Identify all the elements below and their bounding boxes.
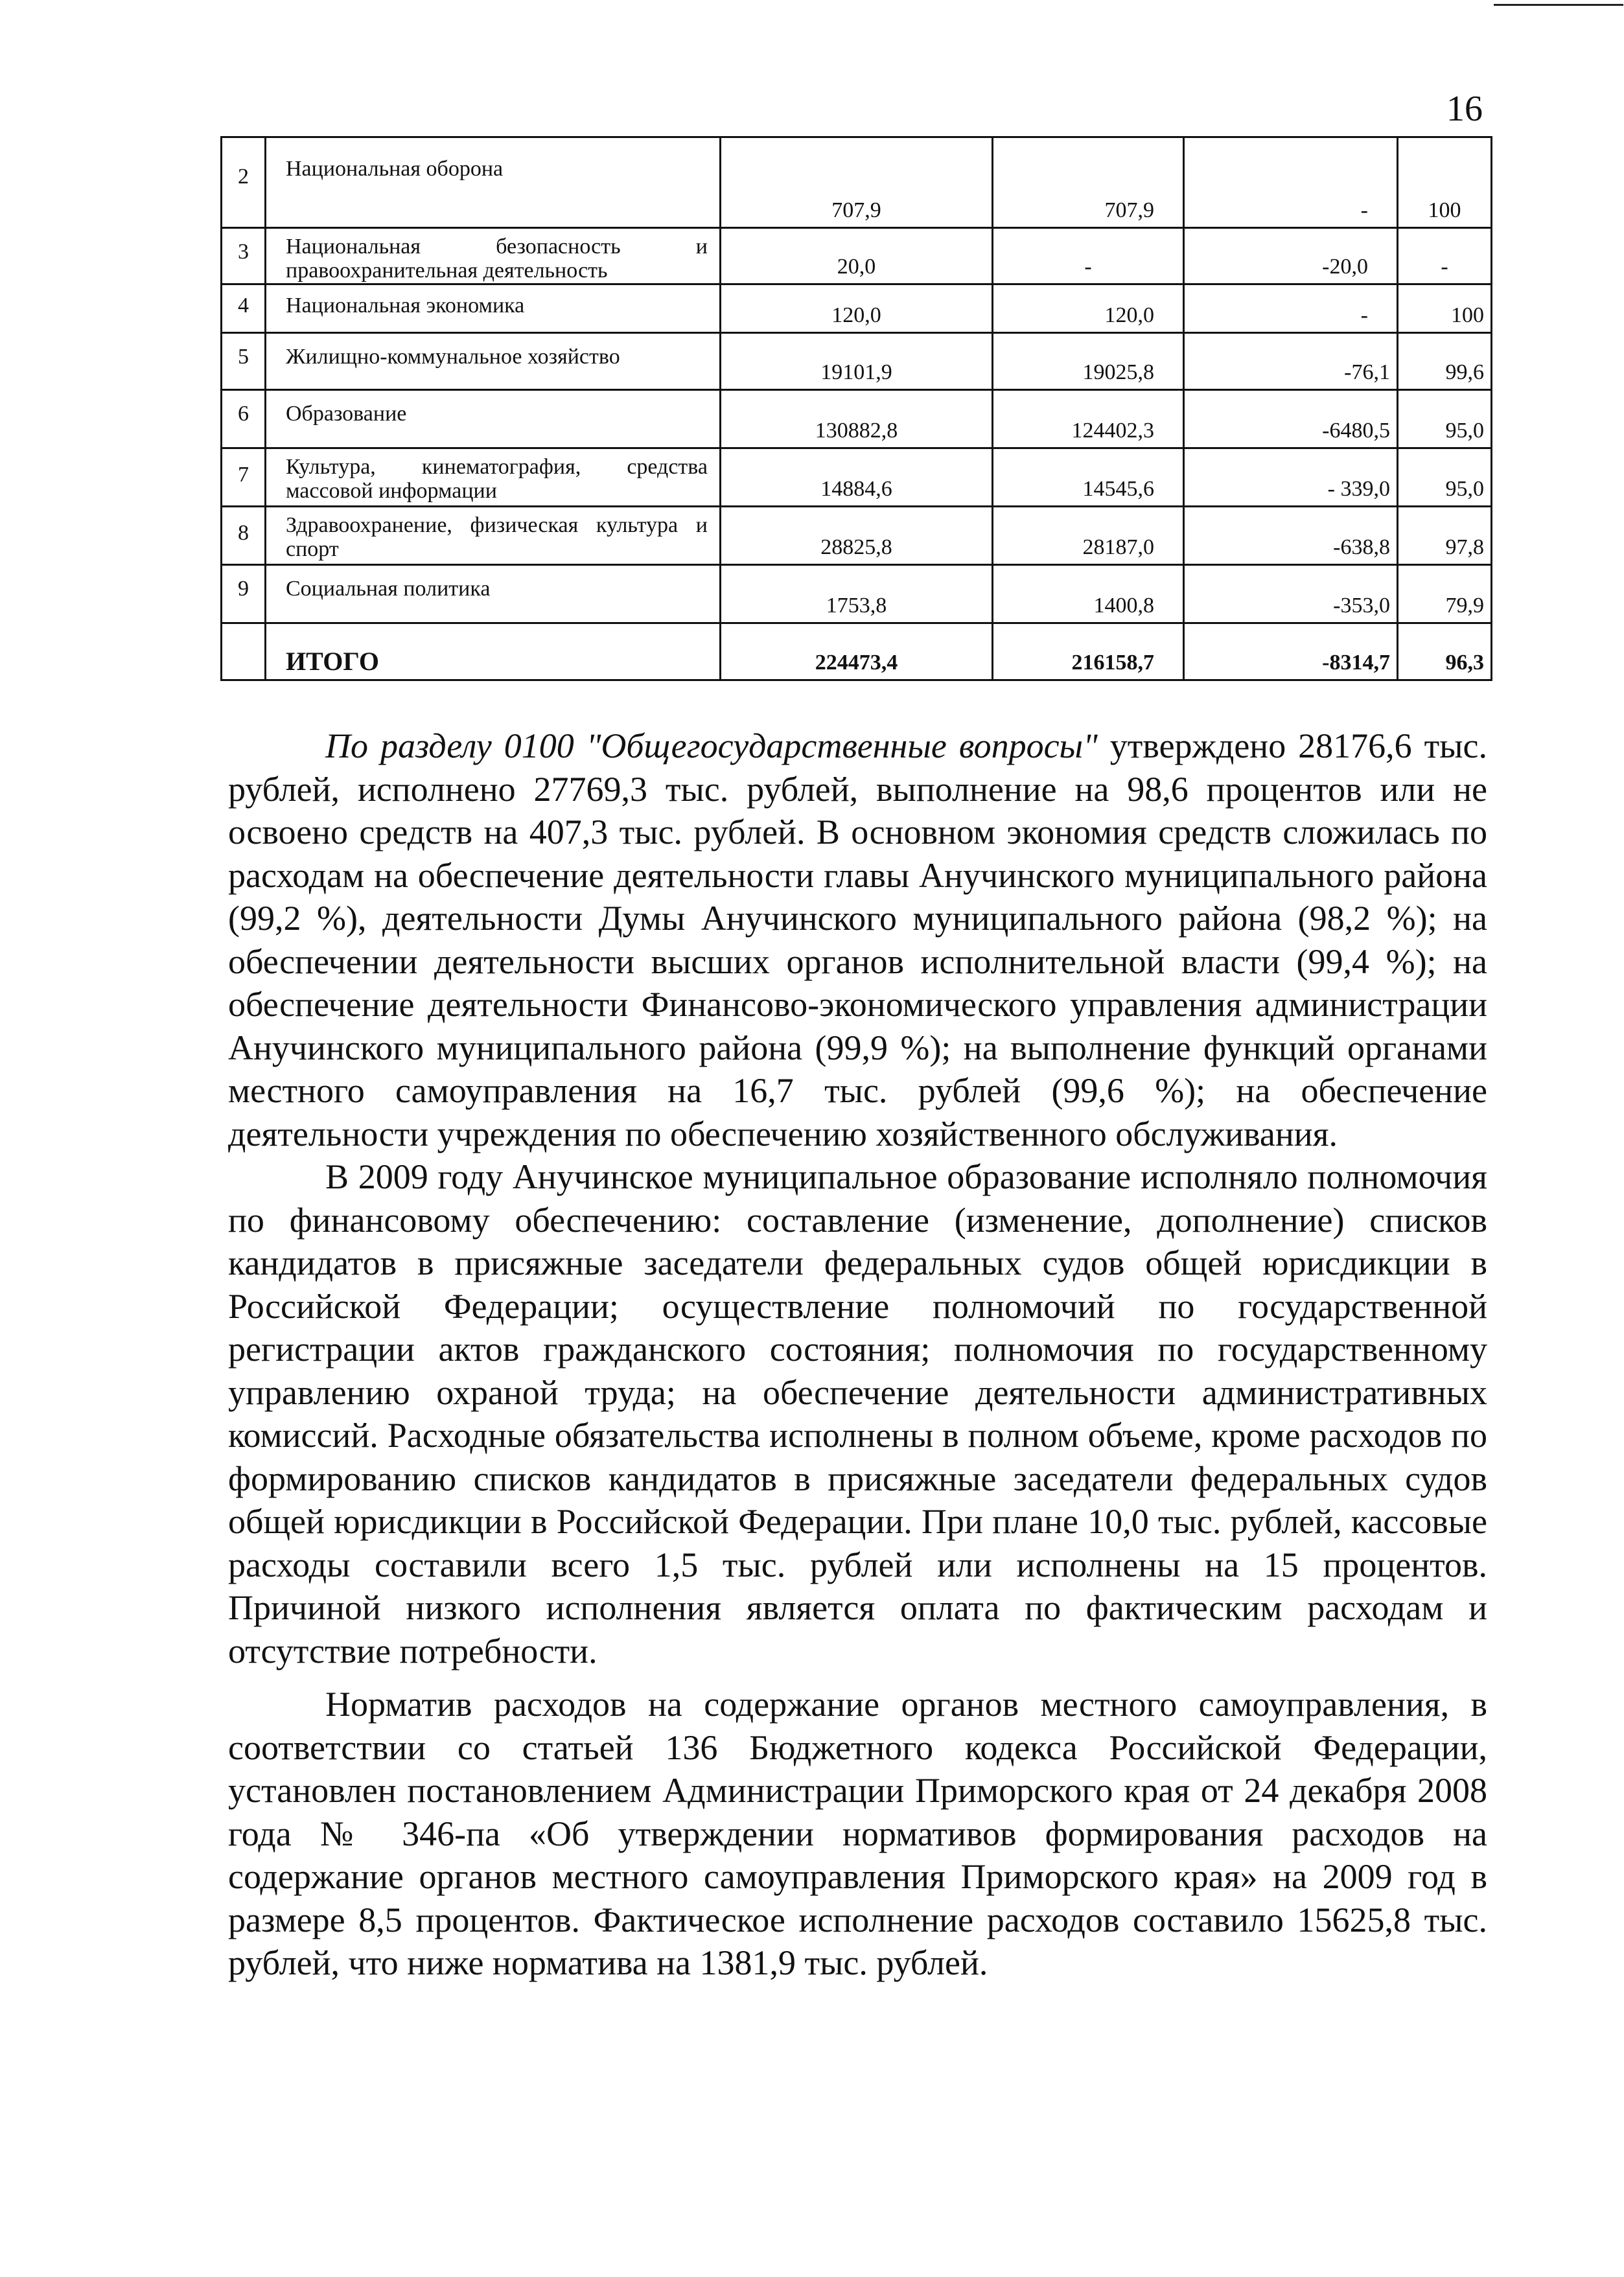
page-number: 16 <box>1446 89 1483 129</box>
total-approved: 224473,4 <box>721 623 993 680</box>
paragraph-general-issues-text: утверждено 28176,6 тыс. рублей, исполнено 27769,3 тыс. рублей, выполнение на 98,6 процентов или не освоено средств на 407,3 тыс. рублей. В основном экономия средств сложилась по расходам на обеспечение деятельности главы Анучинского муниципального района (99,2 %), деятельности Думы Анучинского муниципального района (98,2 %); на обеспечении деятельности высших органов исполнительной власти (99,4 %); на обеспечение деятельности Финансово-экономического управления администрации Анучинского муниципального района (99,9 %); на выполнение функций органами местного самоуправления на 16,7 тыс. рублей (99,6 %); на обеспечение деятельности учреждения по обеспечению хозяйственного обслуживания. <box>228 726 1487 1153</box>
row-deviation: - <box>1184 137 1398 228</box>
row-deviation: - 339,0 <box>1184 448 1398 507</box>
row-percent: 95,0 <box>1398 448 1492 507</box>
row-deviation: -20,0 <box>1184 228 1398 284</box>
row-percent: 79,9 <box>1398 565 1492 623</box>
row-section-name: Культура, кинематография, средства массовой информации <box>266 448 721 507</box>
row-percent: 95,0 <box>1398 390 1492 448</box>
row-approved: 14884,6 <box>721 448 993 507</box>
row-number: 8 <box>222 507 266 565</box>
total-percent: 96,3 <box>1398 623 1492 680</box>
row-section-name: Национальная оборона <box>266 137 721 228</box>
row-percent: 100 <box>1398 137 1492 228</box>
row-percent: - <box>1398 228 1492 284</box>
total-number <box>222 623 266 680</box>
row-number: 3 <box>222 228 266 284</box>
row-number: 7 <box>222 448 266 507</box>
row-approved: 707,9 <box>721 137 993 228</box>
row-section-name: Жилищно-коммунальное хозяйство <box>266 333 721 390</box>
row-executed: 120,0 <box>993 284 1184 333</box>
table-row <box>222 565 1492 623</box>
body-text <box>228 724 1487 1985</box>
row-approved: 28825,8 <box>721 507 993 565</box>
table-row <box>222 228 1492 284</box>
total-executed: 216158,7 <box>993 623 1184 680</box>
row-section-name: Образование <box>266 390 721 448</box>
row-number: 2 <box>222 137 266 228</box>
scan-artifact-line <box>1494 4 1623 6</box>
budget-execution-table <box>220 136 1492 681</box>
row-number: 4 <box>222 284 266 333</box>
row-approved: 120,0 <box>721 284 993 333</box>
row-deviation: -6480,5 <box>1184 390 1398 448</box>
row-approved: 19101,9 <box>721 333 993 390</box>
row-approved: 1753,8 <box>721 565 993 623</box>
table-row <box>222 333 1492 390</box>
row-deviation: -353,0 <box>1184 565 1398 623</box>
row-percent: 99,6 <box>1398 333 1492 390</box>
row-deviation: -638,8 <box>1184 507 1398 565</box>
row-deviation: - <box>1184 284 1398 333</box>
paragraph-delegated-powers: В 2009 году Анучинское муниципальное образование исполняло полномочия по финансовому обеспечению: составление (изменение, дополнение) списков кандидатов в присяжные заседатели федеральных судов общей юрисдикции в Российской Федерации; осуществление полномочий по государственной регистрации актов гражданского состояния; полномочия по государственному управлению охраной труда; на обеспечение деятельности административных комиссий. Расходные обязательства исполнены в полном объеме, кроме расходов по формированию списков кандидатов в присяжные заседатели федеральных судов общей юрисдикции в Российской Федерации. При плане 10,0 тыс. рублей, кассовые расходы составили всего 1,5 тыс. рублей или исполнены на 15 процентов. Причиной низкого исполнения является оплата по фактическим расходам и отсутствие потребности. <box>228 1157 1487 1670</box>
row-section-name: Национальная экономика <box>266 284 721 333</box>
row-number: 6 <box>222 390 266 448</box>
paragraph-expense-norm: Норматив расходов на содержание органов местного самоуправления, в соответствии со статьей 136 Бюджетного кодекса Российской Федерации, установлен постановлением Администрации Приморского края от 24 декабря 2008 года № 346-па «Об утверждении нормативов формирования расходов на содержание органов местного самоуправления Приморского края» на 2009 год в размере 8,5 процентов. Фактическое исполнение расходов составило 15625,8 тыс. рублей, что ниже норматива на 1381,9 тыс. рублей. <box>228 1685 1487 1982</box>
row-approved: 130882,8 <box>721 390 993 448</box>
table-row <box>222 390 1492 448</box>
table-row <box>222 137 1492 228</box>
row-number: 9 <box>222 565 266 623</box>
row-executed: - <box>993 228 1184 284</box>
table-row <box>222 507 1492 565</box>
paragraph-spacer <box>228 1672 1487 1683</box>
row-executed: 14545,6 <box>993 448 1184 507</box>
section-reference: По разделу 0100 "Общегосударственные вопросы" <box>325 726 1098 765</box>
row-percent: 100 <box>1398 284 1492 333</box>
row-section-name: Национальная безопасность и правоохранительная деятельность <box>266 228 721 284</box>
table-total-row <box>222 623 1492 680</box>
row-executed: 28187,0 <box>993 507 1184 565</box>
total-label: ИТОГО <box>266 623 721 680</box>
row-deviation: -76,1 <box>1184 333 1398 390</box>
row-approved: 20,0 <box>721 228 993 284</box>
row-percent: 97,8 <box>1398 507 1492 565</box>
table-row <box>222 448 1492 507</box>
row-section-name: Здравоохранение, физическая культура и спорт <box>266 507 721 565</box>
row-section-name: Социальная политика <box>266 565 721 623</box>
row-executed: 19025,8 <box>993 333 1184 390</box>
row-executed: 1400,8 <box>993 565 1184 623</box>
table-row <box>222 284 1492 333</box>
row-executed: 707,9 <box>993 137 1184 228</box>
paragraph-general-issues <box>228 724 1487 1155</box>
row-executed: 124402,3 <box>993 390 1184 448</box>
row-number: 5 <box>222 333 266 390</box>
total-deviation: -8314,7 <box>1184 623 1398 680</box>
